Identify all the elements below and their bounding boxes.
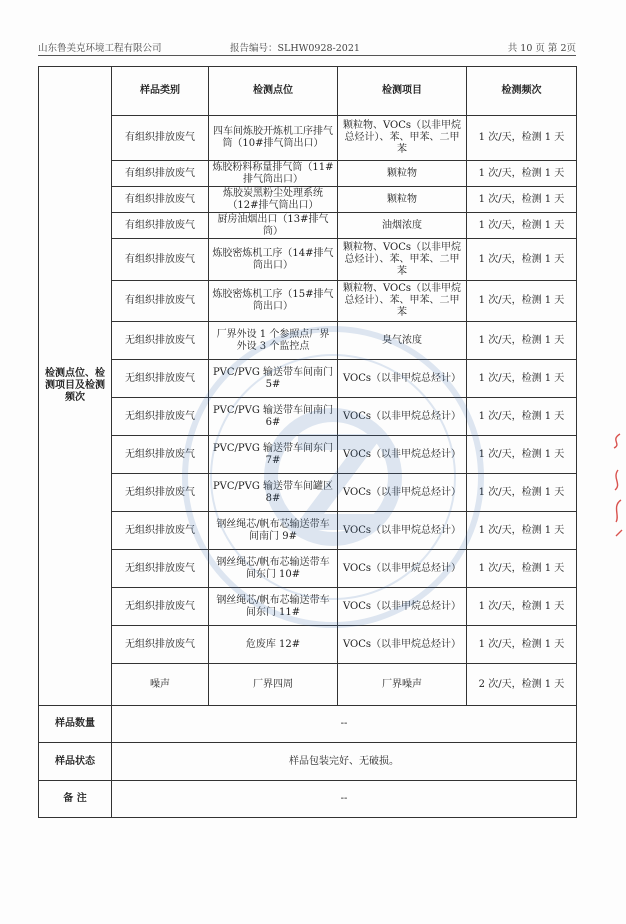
table-row	[39, 322, 577, 360]
row-frequency: 1 次/天，检测 1 天	[467, 322, 577, 360]
table-row	[39, 213, 577, 239]
row-point: PVC/PVG 输送带车间罐区 8#	[209, 474, 338, 512]
table-row	[39, 281, 577, 322]
row-frequency: 1 次/天，检测 1 天	[467, 588, 577, 626]
column-header-point: 检测点位	[209, 67, 338, 116]
row-frequency: 1 次/天，检测 1 天	[467, 436, 577, 474]
row-category: 有组织排放废气	[112, 281, 209, 322]
row-category: 无组织排放废气	[112, 322, 209, 360]
table-row	[39, 398, 577, 436]
column-header-items: 检测项目	[338, 67, 467, 116]
row-frequency: 1 次/天，检测 1 天	[467, 213, 577, 239]
row-category: 无组织排放废气	[112, 474, 209, 512]
row-frequency: 2 次/天，检测 1 天	[467, 664, 577, 706]
row-items: 油烟浓度	[338, 213, 467, 239]
row-point: 炼胶密炼机工序（14#排气筒出口）	[209, 239, 338, 281]
row-items: VOCs（以非甲烷总烃计）	[338, 436, 467, 474]
column-header-category: 样品类别	[112, 67, 209, 116]
row-point: 炼胶密炼机工序（15#排气筒出口）	[209, 281, 338, 322]
company-name: 山东鲁美克环境工程有限公司	[38, 43, 162, 54]
table-row	[39, 664, 577, 706]
row-items: 颗粒物、VOCs（以非甲烷总烃计）、苯、甲苯、二甲苯	[338, 239, 467, 281]
table-row	[39, 512, 577, 550]
sample-quantity-label: 样品数量	[39, 706, 112, 743]
detection-table	[38, 66, 577, 818]
table-row	[39, 116, 577, 161]
row-items: VOCs（以非甲烷总烃计）	[338, 360, 467, 398]
sample-state-label: 样品状态	[39, 743, 112, 781]
row-category: 有组织排放废气	[112, 187, 209, 213]
row-category: 无组织排放废气	[112, 398, 209, 436]
remarks-row	[39, 781, 577, 818]
row-point: PVC/PVG 输送带车间南门 5#	[209, 360, 338, 398]
table-row	[39, 161, 577, 187]
sample-quantity-row	[39, 706, 577, 743]
signature-mark	[606, 430, 626, 540]
row-items: 臭气浓度	[338, 322, 467, 360]
row-frequency: 1 次/天，检测 1 天	[467, 281, 577, 322]
sample-state-value: 样品包装完好、无破损。	[112, 743, 577, 781]
header-divider	[38, 55, 576, 56]
row-point: 危废库 12#	[209, 626, 338, 664]
row-items: VOCs（以非甲烷总烃计）	[338, 550, 467, 588]
table-row	[39, 474, 577, 512]
row-items: VOCs（以非甲烷总烃计）	[338, 626, 467, 664]
row-items: 颗粒物	[338, 161, 467, 187]
row-category: 无组织排放废气	[112, 626, 209, 664]
column-header-frequency: 检测频次	[467, 67, 577, 116]
remarks-value: --	[112, 781, 577, 818]
table-row	[39, 626, 577, 664]
row-category: 无组织排放废气	[112, 512, 209, 550]
row-point: 厂界外设 1 个参照点厂界外设 3 个监控点	[209, 322, 338, 360]
row-category: 无组织排放废气	[112, 550, 209, 588]
row-category: 无组织排放废气	[112, 436, 209, 474]
row-frequency: 1 次/天，检测 1 天	[467, 161, 577, 187]
row-frequency: 1 次/天，检测 1 天	[467, 550, 577, 588]
row-items: VOCs（以非甲烷总烃计）	[338, 474, 467, 512]
report-number: 报告编号：SLHW0928-2021	[230, 43, 360, 54]
section-label: 检测点位、检测项目及检测频次	[39, 67, 112, 706]
table-row	[39, 360, 577, 398]
row-category: 噪声	[112, 664, 209, 706]
remarks-label: 备 注	[39, 781, 112, 818]
row-frequency: 1 次/天，检测 1 天	[467, 626, 577, 664]
row-point: PVC/PVG 输送带车间东门 7#	[209, 436, 338, 474]
row-point: 厂界四周	[209, 664, 338, 706]
row-frequency: 1 次/天，检测 1 天	[467, 187, 577, 213]
table-row	[39, 187, 577, 213]
table-row	[39, 436, 577, 474]
row-category: 有组织排放废气	[112, 213, 209, 239]
row-category: 有组织排放废气	[112, 116, 209, 161]
row-frequency: 1 次/天，检测 1 天	[467, 398, 577, 436]
row-items: 厂界噪声	[338, 664, 467, 706]
row-frequency: 1 次/天，检测 1 天	[467, 360, 577, 398]
row-category: 有组织排放废气	[112, 161, 209, 187]
row-items: 颗粒物	[338, 187, 467, 213]
row-items: 颗粒物、VOCs（以非甲烷总烃计）、苯、甲苯、二甲苯	[338, 116, 467, 161]
row-category: 无组织排放废气	[112, 588, 209, 626]
row-point: 炼胶炭黑粉尘处理系统（12#排气筒出口）	[209, 187, 338, 213]
table-row	[39, 588, 577, 626]
row-frequency: 1 次/天，检测 1 天	[467, 116, 577, 161]
row-point: 四车间炼胶开炼机工序排气筒（10#排气筒出口）	[209, 116, 338, 161]
row-point: PVC/PVG 输送带车间南门 6#	[209, 398, 338, 436]
sample-state-row	[39, 743, 577, 781]
row-point: 钢丝绳芯/帆布芯输送带车间东门 10#	[209, 550, 338, 588]
row-category: 无组织排放废气	[112, 360, 209, 398]
row-point: 厨房油烟出口（13#排气筒）	[209, 213, 338, 239]
row-point: 钢丝绳芯/帆布芯输送带车间东门 11#	[209, 588, 338, 626]
sample-quantity-value: --	[112, 706, 577, 743]
page-header	[38, 40, 576, 54]
row-point: 炼胶粉料称量排气筒（11#排气筒出口）	[209, 161, 338, 187]
page-indicator: 共 10 页 第 2页	[507, 43, 576, 54]
table-row	[39, 550, 577, 588]
row-items: VOCs（以非甲烷总烃计）	[338, 512, 467, 550]
table-row	[39, 239, 577, 281]
row-frequency: 1 次/天，检测 1 天	[467, 512, 577, 550]
row-category: 有组织排放废气	[112, 239, 209, 281]
row-frequency: 1 次/天，检测 1 天	[467, 474, 577, 512]
row-frequency: 1 次/天，检测 1 天	[467, 239, 577, 281]
row-items: VOCs（以非甲烷总烃计）	[338, 588, 467, 626]
table-header-row	[39, 67, 577, 116]
row-items: 颗粒物、VOCs（以非甲烷总烃计）、苯、甲苯、二甲苯	[338, 281, 467, 322]
row-items: VOCs（以非甲烷总烃计）	[338, 398, 467, 436]
row-point: 钢丝绳芯/帆布芯输送带车间南门 9#	[209, 512, 338, 550]
